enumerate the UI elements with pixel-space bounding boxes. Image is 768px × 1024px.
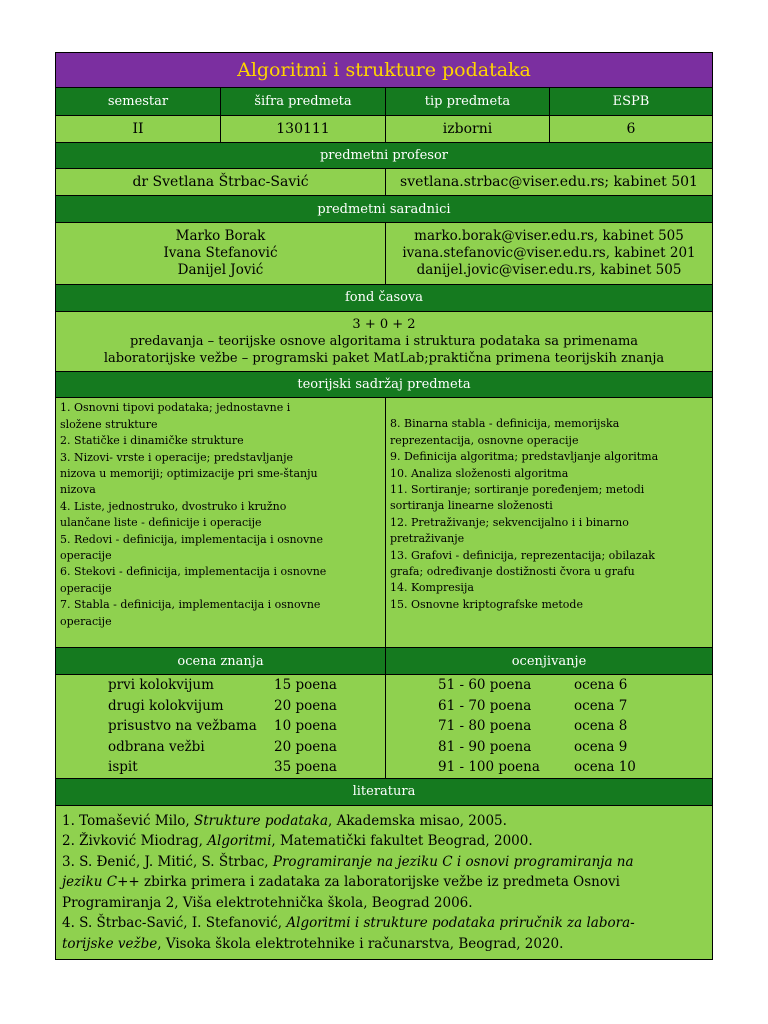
assistant-contact: marko.borak@viser.edu.rs, kabinet 505: [414, 228, 684, 245]
topics-row: [56, 398, 712, 648]
knowledge-section-title: ocena znanja: [56, 648, 386, 674]
topics-right: [386, 398, 712, 647]
topic-line: 11. Sortiranje; sortiranje poređenjem; metodi: [390, 483, 645, 497]
info-row: [56, 116, 712, 143]
literature-item: [62, 852, 635, 914]
hours-lectures: predavanja – teorijske osnove algoritama i struktura podataka sa primenama: [129, 333, 639, 349]
code-value: 130111: [221, 116, 386, 142]
grading-grade: ocena 8: [574, 718, 628, 735]
lit-text: , Akademska misao, 2005.: [328, 812, 507, 829]
lit-title: torijske vežbe: [62, 935, 158, 952]
topic-line: sortiranja linearne složenosti: [390, 499, 553, 513]
grading-row: [56, 675, 712, 779]
professor-contact: svetlana.strbac@viser.edu.rs; kabinet 501: [400, 174, 698, 191]
hours-section-title: fond časova: [344, 290, 424, 306]
grading-grade: ocena 10: [574, 759, 636, 776]
assistant-contact: ivana.stefanovic@viser.edu.rs, kabinet 201: [402, 245, 696, 262]
theory-section-title: teorijski sadržaj predmeta: [297, 376, 471, 392]
topics-left: [56, 398, 386, 647]
topics-right-list: [390, 416, 658, 613]
lit-title: Programiranje na jeziku C i osnovi programiranja na: [272, 853, 634, 870]
professor-section-row: [56, 143, 712, 170]
lit-title: Algoritmi: [207, 833, 272, 849]
knowledge-item: odbrana vežbi: [108, 738, 205, 755]
topic-line: 13. Grafovi - definicija, reprezentacija; obilazak: [390, 548, 655, 562]
espb-header: ESPB: [612, 93, 650, 109]
topic-line: 9. Definicija algoritma; predstavljanje algoritma: [390, 450, 659, 464]
literature-row: [56, 806, 712, 960]
table-row: [108, 737, 337, 758]
topics-left-list: [60, 400, 326, 630]
lit-text: 2. Živković Miodrag,: [62, 833, 208, 849]
knowledge-item: prisustvo na vežbama: [108, 718, 257, 735]
grading-grade: ocena 9: [574, 738, 628, 755]
semester-value: II: [56, 116, 221, 142]
topic-line: operacije: [60, 581, 112, 595]
knowledge-item: drugi kolokvijum: [108, 697, 224, 714]
topic-line: 6. Stekovi - definicija, implementacija i osnovne: [60, 565, 327, 579]
code-header: šifra predmeta: [221, 88, 386, 115]
assistants-section-row: [56, 196, 712, 223]
topic-line: složene strukture: [60, 417, 158, 431]
table-row: [438, 716, 636, 737]
literature-item: [62, 811, 635, 832]
knowledge-points: 20 poena: [274, 697, 337, 714]
literature-list: [56, 806, 712, 960]
table-row: [108, 757, 337, 778]
grading-table: [438, 675, 636, 778]
grading-grade: ocena 6: [574, 677, 628, 694]
lit-text: 4. S. Štrbac-Savić, I. Stefanović,: [62, 915, 287, 931]
grading-range: 71 - 80 poena: [438, 718, 532, 735]
table-row: [108, 716, 337, 737]
hours-formula: 3 + 0 + 2: [352, 316, 416, 332]
topic-line: 3. Nizovi- vrste i operacije; predstavljanje: [60, 450, 294, 464]
hours-section-row: [56, 285, 712, 312]
lit-title: Algoritmi i strukture podataka priručnik za labora-: [286, 915, 635, 931]
theory-section-row: [56, 372, 712, 399]
literature-section-row: [56, 779, 712, 806]
table-row: [108, 675, 337, 696]
table-row: [438, 737, 636, 758]
grading-grade: ocena 7: [574, 697, 628, 714]
hours-row: [56, 312, 712, 372]
grading-section-title: ocenjivanje: [511, 653, 587, 669]
table-row: [438, 757, 636, 778]
espb-value: 6: [626, 120, 636, 137]
grading-range: 91 - 100 poena: [438, 759, 540, 776]
topic-line: nizova: [60, 483, 96, 497]
topic-line: 4. Liste, jednostruko, dvostruko i kružno: [60, 499, 287, 513]
lit-text: , Matematički fakultet Beograd, 2000.: [271, 833, 533, 849]
knowledge-points: 15 poena: [274, 677, 337, 694]
grading-range: 61 - 70 poena: [438, 697, 532, 714]
lit-title: jeziku C++: [62, 874, 140, 890]
professor-section-title: predmetni profesor: [319, 148, 449, 164]
assistant-name: Ivana Stefanović: [163, 245, 278, 262]
knowledge-points: 10 poena: [274, 718, 337, 735]
assistants-row: [56, 223, 712, 285]
knowledge-points: 35 poena: [274, 759, 337, 776]
professor-row: [56, 169, 712, 196]
topic-line: grafa; određivanje dostižnosti čvora u grafu: [390, 565, 635, 579]
literature-items: [62, 811, 635, 955]
grading-section-row: [56, 648, 712, 675]
topic-line: 2. Statičke i dinamičke strukture: [60, 434, 244, 448]
title-row: [56, 53, 712, 88]
topic-line: 5. Redovi - definicija, implementacija i osnovne: [60, 532, 323, 546]
topic-line: 8. Binarna stabla - definicija, memorijska: [390, 417, 620, 431]
grading-cell: [386, 675, 712, 778]
grading-range: 51 - 60 poena: [438, 677, 532, 694]
table-row: [438, 675, 636, 696]
lit-text: 1. Tomašević Milo,: [62, 812, 194, 829]
type-header: tip predmeta: [386, 88, 550, 115]
knowledge-table: [108, 675, 337, 778]
assistant-contact: danijel.jovic@viser.edu.rs, kabinet 505: [416, 262, 682, 279]
table-row: [438, 696, 636, 717]
lit-text: , Visoka škola elektrotehnike i računarstva, Beograd, 2020.: [157, 935, 564, 952]
grading-range: 81 - 90 poena: [438, 738, 532, 755]
topic-line: operacije: [60, 549, 112, 563]
literature-item: [62, 831, 635, 852]
topic-line: 10. Analiza složenosti algoritma: [390, 466, 569, 480]
info-header-row: [56, 88, 712, 116]
knowledge-cell: [56, 675, 386, 778]
type-value: izborni: [386, 116, 550, 142]
lit-title: Strukture podataka: [194, 812, 329, 829]
knowledge-points: 20 poena: [274, 738, 337, 755]
table-row: [108, 696, 337, 717]
topic-line: ulančane liste - definicije i operacije: [60, 516, 262, 530]
professor-name: dr Svetlana Štrbac-Savić: [56, 169, 386, 195]
lit-text: zbirka primera i zadataka za laboratorijske vežbe iz predmeta Osnovi: [139, 874, 620, 890]
assistants-section-title: predmetni saradnici: [317, 201, 451, 217]
topic-line: reprezentacija, osnovne operacije: [390, 433, 579, 447]
knowledge-item: ispit: [108, 759, 138, 776]
topic-line: pretraživanje: [390, 532, 465, 546]
semester-header: semestar: [56, 88, 221, 115]
hours-content: [56, 312, 712, 371]
literature-section-title: literatura: [352, 784, 416, 800]
knowledge-item: prvi kolokvijum: [108, 677, 214, 694]
course-sheet: [55, 52, 713, 960]
topic-line: 14. Kompresija: [390, 581, 474, 595]
topic-line: operacije: [60, 614, 112, 628]
assistant-contacts: [386, 223, 712, 284]
lit-text: Programiranja 2, Viša elektrotehnička škola, Beograd 2006.: [62, 894, 473, 911]
hours-labs: laboratorijske vežbe – programski paket MatLab;praktična primena teorijskih znanja: [103, 350, 665, 366]
assistant-name: Danijel Jović: [177, 262, 264, 279]
assistant-names: [56, 223, 386, 284]
course-title: Algoritmi i strukture podataka: [237, 58, 531, 81]
topic-line: 1. Osnovni tipovi podataka; jednostavne i: [60, 401, 291, 415]
topic-line: 15. Osnovne kriptografske metode: [390, 597, 583, 611]
lit-text: 3. S. Đenić, J. Mitić, S. Štrbac,: [62, 853, 273, 870]
topic-line: nizova u memoriji; optimizacije pri sme-štanju: [60, 467, 318, 481]
topic-line: 7. Stabla - definicija, implementacija i osnovne: [60, 598, 321, 612]
assistant-name: Marko Borak: [175, 228, 266, 245]
topic-line: 12. Pretraživanje; sekvencijalno i i binarno: [390, 515, 629, 529]
literature-item: [62, 913, 635, 954]
